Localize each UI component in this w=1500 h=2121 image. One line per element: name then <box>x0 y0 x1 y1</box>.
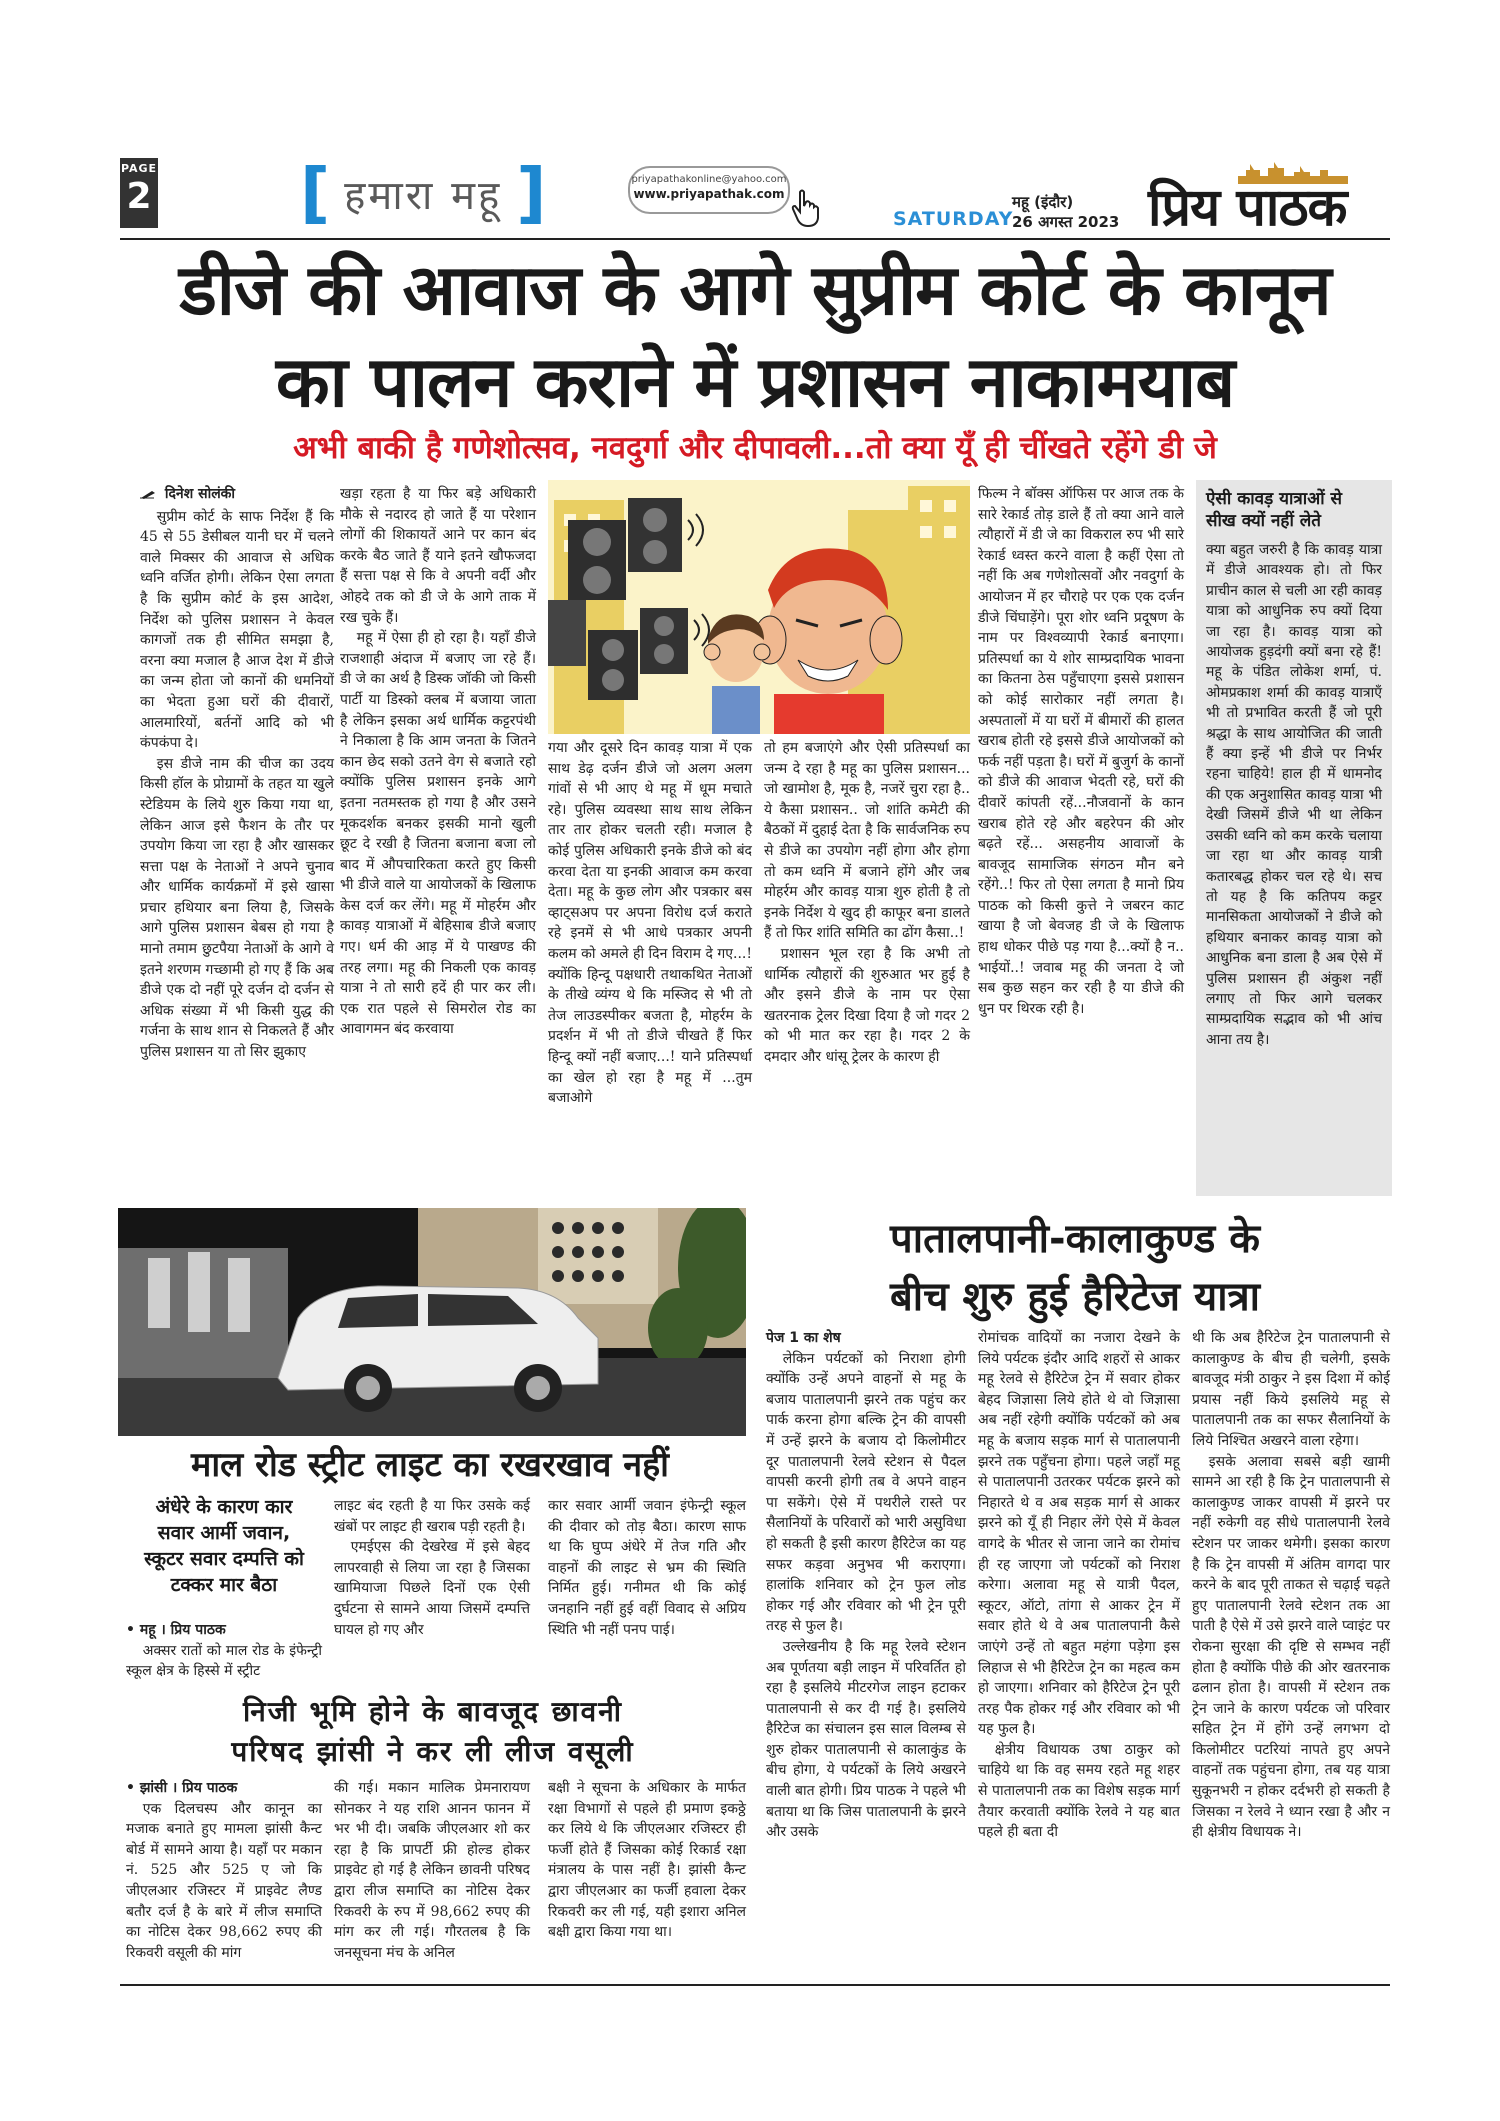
paragraph: अक्सर रातों को माल रोड के इंफेन्ट्री स्कूल क्षेत्र के हिस्से में स्ट्रीट <box>126 1642 322 1680</box>
sidebar-title <box>1206 488 1382 532</box>
page-label: PAGE <box>120 162 158 175</box>
paragraph: गया और दूसरे दिन कावड़ यात्रा में एक साथ डेढ़ दर्जन डीजे जो अलग अलग गांवों से भी आए थे महू में धूम मचाते रहे। पुलिस व्यवस्था साथ साथ लेकिन तार तार होकर चलती रही। मजाल है कोई पुलिस अधिकारी इनके डीजे को बंद करवा देता या इनकी आवाज कम करवा देता। महू के कुछ लोग और पत्रकार बस व्हाट्सअप पर अपना विरोध दर्ज कराते रहे इनमें से भी आधे पत्रकार अपनी कलम को अमले ही दिन विराम दे गए...! क्योंकि हिन्दू पक्षधारी तथाकथित नेताओं के तीखे व्यंग्य थे कि मस्जिद से भी तो तेज लाउडस्पीकर बजता है, मोहर्रम के प्रदर्शन में भी तो डीजे चीखते हैं फिर हिन्दू क्यों नहीं बजाए...! याने प्रतिस्पर्धा का खेल हो रहा है महू में ...तुम बजाओगे <box>548 740 752 1107</box>
paragraph: की गई। मकान मालिक प्रेमनारायण सोनकर ने यह राशि आनन फानन में भर भी दी। जबकि जीएलआर शो कर रहा है कि प्रापर्टी फ्री होल्ड होकर प्राइवेट हो गई है लेकिन छावनी परिषद द्वारा लीज समाप्ति का नोटिस देकर रिकवरी के रुप में 98,662 रुपए की मांग कर ली गई। गौरतलब है कि जनसूचना मंच के अनिल <box>334 1780 530 1961</box>
bottom-rule <box>120 1984 1390 1986</box>
heritage-column-1 <box>766 1328 966 1843</box>
jhansi-column-1 <box>126 1778 322 1963</box>
jhansi-column-3 <box>548 1778 746 1943</box>
dj-noise-cartoon <box>548 480 970 734</box>
paragraph: इसके अलावा सबसे बड़ी खामी सामने आ रही है कि ट्रेन पातालपानी से कालाकुण्ड जाकर वापसी में झरने पर नहीं रुकेगी वह सीधे पातालपानी रेलवे स्टेशन पर जाकर थमेगी। इसका कारण है कि ट्रेन वापसी में अंतिम वागदा पार करने के बाद पूरी ताकत से चढ़ाई चढ़ते हुए पातालपानी रेलवे स्टेशन तक आ पाती है ऐसे में उसे झरने वाले प्वाइंट पर रोकना सुरक्षा की दृष्टि से सम्भव नहीं होता है क्योंकि पीछे की ओर खतरनाक ढलान होता है। वापसी में स्टेशन तक ट्रेन जाने के कारण पर्यटक जो परिवार सहित ट्रेन में होंगे उन्हें लगभग दो किलोमीटर पटरियां नापते हुए अपने वाहनों तक पहुंचना होगा, तब यह यात्रा सुकूनभरी न होकर दर्दभरी हो सकती है जिसका न रेलवे ने ध्यान रखा है और न ही क्षेत्रीय विधायक ने। <box>1192 1453 1390 1841</box>
paragraph: क्षेत्रीय विधायक उषा ठाकुर को चाहिये था कि वह समय रहते महू शहर से पातालपानी तक का विशेष सड़क मार्ग तैयार करवाती क्योंकि रेलवे ने यह बात पहले ही बता दी <box>978 1741 1180 1841</box>
right-bracket-icon: ] <box>516 154 547 231</box>
byline-name: दिनेश सोलंकी <box>164 486 236 502</box>
heritage-headline <box>770 1210 1380 1326</box>
left-bracket-icon: [ <box>300 154 331 231</box>
section-tag <box>300 154 547 231</box>
section-title: हमारा महू <box>344 172 503 219</box>
heritage-column-2 <box>978 1328 1180 1843</box>
mall-road-column-3 <box>548 1496 746 1640</box>
jhansi-headline <box>118 1692 748 1772</box>
paragraph: बक्षी ने सूचना के अधिकार के मार्फत रक्षा विभागों से पहले ही प्रमाण इकठ्ठे कर लिये थे कि जीएलआर रजिस्टर ही फर्जी होते हैं जिसका कोई रिकार्ड रक्षा मंत्रालय के पास नहीं है। झांसी कैन्ट द्वारा जीएलआर का फर्जी हवाला देकर रिकवरी कर ली गई, यही इशारा अनिल बक्षी द्वारा किया गया था। <box>548 1780 746 1941</box>
accident-photo <box>118 1208 746 1436</box>
sidebar-title-line: सीख क्यों नहीं लेते <box>1206 511 1321 531</box>
dateline <box>1012 192 1119 232</box>
paragraph: रोमांचक वादियों का नजारा देखने के लिये पर्यटक इंदौर आदि शहरों से आकर महू रेलवे से हैरिटेज ट्रेन में सवार होकर बेहद जिज्ञासा लिये होते थे वो जिज्ञासा अब नहीं रहेगी क्योंकि पर्यटकों को अब महू के बजाय सड़क मार्ग से पातालपानी झरने तक पहुँचना होगा। पहले जहाँ महू से पातालपानी उतरकर पर्यटक झरने को निहारते थे व अब सड़क मार्ग से आकर झरने को यूँ ही निहार लेंगे ऐसे में केवल वागदे के भीतर से जाना जाने का रोमांच ही रह जाएगा जो पर्यटकों को निराश करेगा। अलावा महू से यात्री पैदल, स्कूटर, ऑटो, तांगा से आकर ट्रेन में सवार होते थे वे अब पातालपानी कैसे जाएंगे उन्हें तो बहुत महंगा पड़ेगा इस लिहाज से भी हैरिटेज ट्रेन का महत्व कम हो जाएगा। शनिवार को हैरिटेज ट्रेन पूरी तरह पैक होकर गई और रविवार को भी यह फुल है। <box>978 1330 1180 1738</box>
sidebar-title-line: ऐसी कावड़ यात्राओं से <box>1206 489 1342 509</box>
lead-column-4 <box>764 738 970 1068</box>
top-rule <box>120 238 1390 240</box>
page-number-box <box>120 158 158 228</box>
paragraph: तो हम बजाएंगे और ऐसी प्रतिस्पर्धा का जन्म दे रहा है महू का पुलिस प्रशासन... जो खामोश है, मूक है, नजरें चुरा रहा है.. ये कैसा प्रशासन.. जो शांति कमेटी की बैठकों में दुहाई देता है कि सार्वजनिक रुप से डीजे का उपयोग नहीं होगा और होगा तो कम ध्वनि में बजाने होंगे और जब मोहर्रम और कावड़ यात्रा शुरु होती है तो इनके निर्देश ये खुद ही काफूर बना डालते हैं तो फिर शांति समिति का ढोंग कैसा..! <box>764 740 970 942</box>
website-badge[interactable] <box>628 166 790 214</box>
paragraph: इस डीजे नाम की चीज का उदय किसी हॉल के प्रोग्रामों के तहत या खुले स्टेडियम के लिये शुरु किया गया था, लेकिन आज इसे फैशन के तौर पर उपयोग किया जा रहा है और खासकर सत्ता पक्ष के नेताओं ने अपने चुनाव और धार्मिक कार्यक्रमों में इसे खासा प्रचार हथियार बना लिया है, जिसके आगे पुलिस प्रशासन बेबस हो गया है मानो तमाम छुटपैया नेताओं के आगे वे इतने शरणम गच्छामी हो गए हैं कि अब डीजे एक दो नहीं पूरे दर्जन दो दर्जन से अधिक संख्या में भी किसी युद्ध की गर्जना के साथ शान से निकलते हैं और पुलिस प्रशासन या तो सिर झुकाए <box>140 755 334 1061</box>
paragraph: कार सवार आर्मी जवान इंफेन्ट्री स्कूल की दीवार को तोड़ बैठा। कारण साफ था कि घुप्प अंधेरे में तेज गति और वाहनों की लाइट से भ्रम की स्थिति निर्मित हुई। गनीमत थी कि कोई जनहानि नहीं हुई वहीं विवाद से अप्रिय स्थिति भी नहीं पनप पाई। <box>548 1498 746 1638</box>
subheadline-line: सवार आर्मी जवान, <box>157 1522 291 1544</box>
paragraph: लाइट बंद रहती है या फिर उसके कई खंबों पर लाइट ही खराब पड़ी रहती है। <box>334 1498 530 1535</box>
subheadline-line: अंधेरे के कारण कार <box>155 1496 293 1518</box>
lead-headline <box>110 244 1400 428</box>
page-number: 2 <box>126 176 152 217</box>
byline: • महू । प्रिय पाठक <box>126 1622 226 1638</box>
paragraph: लेकिन पर्यटकों को निराशा होगी क्योंकि उन्हें अपने वाहनों से महू के बजाय पातालपानी झरने तक पहुंच कर पार्क करना होगा बल्कि ट्रेन की वापसी में उन्हें झरने के बजाय दो किलोमीटर दूर पातालपानी रेलवे स्टेशन से पैदल वापसी करनी होगी तब वे अपने वाहन पा सकेंगे। ऐसे में पथरीले रास्ते पर सैलानियों के परिवारों को भारी असुविधा हो सकती है इसी कारण हैरिटेज का यह सफर कड़वा अनुभव भी कराएगा। हालांकि शनिवार को ट्रेन फुल लोड होकर गई और रविवार को भी ट्रेन पूरी तरह से फुल है। <box>766 1350 966 1635</box>
mall-road-headline: माल रोड स्ट्रीट लाइट का रखरखाव नहीं <box>191 1445 669 1485</box>
lead-column-1 <box>140 484 334 1063</box>
day-label: SATURDAY <box>893 208 1014 230</box>
headline-line: का पालन कराने में प्रशासन नाकामयाब <box>275 341 1235 423</box>
jhansi-column-2 <box>334 1778 530 1963</box>
mall-road-subheadline <box>126 1494 322 1598</box>
heritage-column-3 <box>1192 1328 1390 1843</box>
date-label: 26 अगस्त 2023 <box>1012 213 1120 231</box>
subheadline-line: स्कूटर सवार दम्पत्ति को <box>144 1548 304 1570</box>
lead-column-3 <box>548 738 752 1109</box>
paragraph: फिल्म ने बॉक्स ऑफिस पर आज तक के सारे रेकार्ड तोड़ डाले हैं तो क्या आने वाले त्यौहारों में डी जे का विकराल रुप भी सारे रेकार्ड ध्वस्त करने वाला है कहीं ऐसा तो नहीं कि अब गणेशोत्सवों और नवदुर्गा के आयोजन में हर चौराहे पर एक एक दर्जन डीजे चिंघाड़ेंगे। पूरा शोर ध्वनि प्रदूषण के नाम पर विश्वव्यापी रेकार्ड बनाएगा। प्रतिस्पर्धा का ये शोर साम्प्रदायिक भावना का कितना ठेस पहुँचाएगा इससे प्रशासन को कोई सारोकार नहीं लगता है। अस्पतालों में या घरों में बीमारों की हालत खराब होती रहे इससे डीजे आयोजकों को फर्क नहीं पड़ता है। घरों में बुजुर्ग के कानों को डीजे की आवाज भेदती रहे, घरों की दीवारें कांपती रहें...नौजवानों के कान खराब होते रहे और बहरेपन की ओर बढ़ते रहें... असहनीय आवाजों के बावजूद सामाजिक संगठन मौन बने रहेंगे..! फिर तो ऐसा लगता है मानो प्रिय पाठक को किसी कुत्ते ने जबरन काट खाया है जो बेवजह डी जे के खिलाफ हाथ धोकर पीछे पड़ गया है...क्यों है न.. भाईयों..! जवाब महू की जनता दे जो सब कुछ सहन कर रही है या डीजे की धुन पर थिरक रही है। <box>978 486 1184 1017</box>
site-url[interactable]: www.priyapathak.com <box>633 187 785 201</box>
headline-line: पातालपानी-कालाकुण्ड के <box>890 1216 1260 1262</box>
paragraph: एक दिलचस्प और कानून का मजाक बनाते हुए मामला झांसी कैन्ट बोर्ड में सामने आया है। यहाँ पर मकान नं. 525 और 525 ए जो कि जीएलआर रजिस्टर में प्राइवेट लैण्ड बतौर दर्ज है के बारे में लीज समाप्ति का नोटिस देकर 98,662 रुपए की रिकवरी वसूली की मांग <box>126 1800 322 1961</box>
lead-column-5 <box>978 484 1184 1019</box>
sidebar-box <box>1196 480 1392 1196</box>
paragraph: उल्लेखनीय है कि महू रेलवे स्टेशन अब पूर्णतया बड़ी लाइन में परिवर्तित हो रहा है इसलिये मीटरगेज लाइन हटाकर पातालपानी से कर दी गई है। इसलिये हैरिटेज का संचालन इस साल विलम्ब से शुरु होकर पातालपानी से कालाकुंड के बीच होगा, ये पर्यटकों के लिये अखरने वाली बात होगी। प्रिय पाठक ने पहले भी बताया था कि जिस पातालपानी के झरने और उसके <box>766 1638 966 1841</box>
newspaper-logo: प्रिय पाठक <box>1148 178 1347 238</box>
headline-line: डीजे की आवाज के आगे सुप्रीम कोर्ट के कानून <box>179 249 1331 331</box>
paragraph: सुप्रीम कोर्ट के साफ निर्देश हैं कि 45 से 55 डेसीबल यानी घर में चलने वाले मिक्सर की आवाज से अधिक ध्वनि वर्जित होगी। लेकिन ऐसा लगता है कि सुप्रीम कोर्ट के इस आदेश, निर्देश को पुलिस प्रशासन ने केवल कागजों तक ही सीमित समझा है, वरना क्या मजाल है आज देश में डीजे का जन्म होता जो कानों की धमनियों का भेदता हुआ घरों की दीवारों, आलमारियों, बर्तनों आदि को भी कंपकंपा दे। <box>140 508 334 752</box>
subheadline-line: टक्कर मार बैठा <box>170 1574 278 1596</box>
headline-line: परिषद झांसी ने कर ली लीज वसूली <box>231 1735 635 1768</box>
pen-icon <box>140 489 156 499</box>
byline: • झांसी । प्रिय पाठक <box>126 1780 238 1796</box>
paragraph: खड़ा रहता है या फिर बड़े अधिकारी मौके से नदारद हो जाते हैं या परेशान लोगों की शिकायतें आने पर कान बंद करके बैठ जाते हैं याने इतने खौफजदा हैं सत्ता पक्ष से कि वे अपनी वर्दी और ओहदे तक को डी जे के आगे ताक में रख चुके हैं। <box>340 486 536 626</box>
site-email[interactable]: priyapathakonline@yahoo.com <box>631 174 787 185</box>
byline <box>140 484 334 505</box>
sidebar-text: क्या बहुत जरुरी है कि कावड़ यात्रा में डीजे आवश्यक हो। तो फिर प्राचीन काल से चली आ रही कावड़ यात्रा को आधुनिक रुप क्यों दिया जा रहा है। कावड़ यात्रा को आयोजक हुड़दंगी क्यों बना रहे हैं! महू के पंडित लोकेश शर्मा, पं. ओमप्रकाश शर्मा की कावड़ यात्राएँ भी तो प्रभावित करती हैं जो पूरी श्रद्धा के साथ आयोजित की जाती हैं क्या इन्हें भी डीजे पर निर्भर रहना चाहिये! हाल ही में धामनोद की एक अनुशासित कावड़ यात्रा भी देखी जिसमें डीजे भी था लेकिन उसकी ध्वनि को कम करके चलाया जा रहा था और कावड़ यात्री कतारबद्ध होकर चल रहे थे। सच तो यह है कि कतिपय कट्टर मानसिकता आयोजकों ने डीजे को हथियार बनाकर कावड़ यात्रा को आधुनिक बना डाला है अब ऐसे में पुलिस प्रशासन ही अंकुश नहीं लगाए तो फिर आगे चलकर साम्प्रदायिक सद्भाव को भी आंच आना तय है। <box>1206 542 1382 1048</box>
paragraph: थी कि अब हैरिटेज ट्रेन पातालपानी से कालाकुण्ड के बीच ही चलेगी, इसके बावजूद मंत्री ठाकुर ने इस दिशा में कोई प्रयास नहीं किये इसलिये महू से पातालपानी तक का सफर सैलानियों के लिये निश्चित अखरने वाला रहेगा। <box>1192 1330 1390 1449</box>
place-label: महू (इंदौर) <box>1012 193 1074 211</box>
headline-line: निजी भूमि होने के बावजूद छावनी <box>242 1695 624 1728</box>
paragraph: एमईएस की देखरेख में इसे बेहद लापरवाही से लिया जा रहा है जिसका खामियाजा पिछले दिनों एक ऐसी दुर्घटना से सामने आया जिसमें दम्पत्ति घायल हो गए और <box>334 1539 530 1638</box>
headline-line: बीच शुरु हुई हैरिटेज यात्रा <box>889 1274 1261 1320</box>
mall-road-column-1 <box>126 1620 322 1682</box>
lead-subheadline: अभी बाकी है गणेशोत्सव, नवदुर्गा और दीपावली...तो क्या यूँ ही चींखते रहेंगे डी जे <box>293 430 1217 466</box>
paragraph: महू में ऐसा ही हो रहा है। यहाँ डीजे राजशाही अंदाज में बजाए जा रहे हैं। डी जे का अर्थ है डिस्क जॉकी जो किसी पार्टी या डिस्को क्लब में बजाया जाता है लेकिन इसका अर्थ धार्मिक कट्टरपंथी ने निकाला है कि आम जनता के जितने कान छेद सको उतने वेग से बजाते रहो क्योंकि पुलिस प्रशासन इनके आगे इतना नतमस्तक हो गया है और उसने मूकदर्शक बनकर इसकी मानो खुली छूट दे रखी है जितना बजाना बजा लो बाद में औपचारिकता करते हुए किसी भी डीजे वाले या आयोजकों के खिलाफ केस दर्ज कर लेंगे। महू में मोहर्रम और कावड़ यात्राओं में बेहिसाब डीजे बजाए गए। धर्म की आड़ में ये पाखण्ड की तरह लगा। महू की निकली एक कावड़ यात्रा ने तो सारी हदें ही पार कर ली। एक रात पहले से सिमरोल रोड का आवागमन बंद करवाया <box>340 630 536 1038</box>
paragraph: प्रशासन भूल रहा है कि अभी तो धार्मिक त्यौहारों की शुरुआत भर हुई है और इसने डीजे के नाम पर ऐसा खतरनाक ट्रेलर दिखा दिया है जो गदर 2 को भी मात कर रहा है। गदर 2 के दमदार और धांसू ट्रेलर के कारण ही <box>764 945 970 1065</box>
pointing-hand-icon <box>790 188 824 228</box>
mall-road-column-2 <box>334 1496 530 1640</box>
continued-label: पेज 1 का शेष <box>766 1330 841 1346</box>
lead-column-2 <box>340 484 536 1040</box>
